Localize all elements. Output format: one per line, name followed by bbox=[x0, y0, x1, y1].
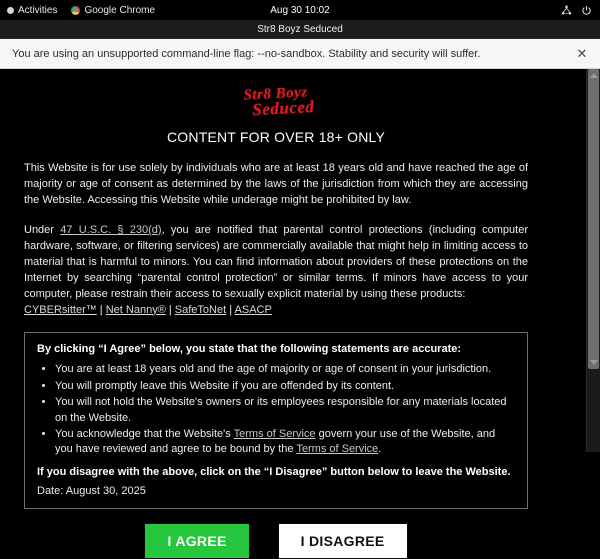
bullet4-pre: You acknowledge that the Website's bbox=[55, 428, 234, 440]
activities-button[interactable] bbox=[7, 5, 57, 16]
agreement-bullet-list bbox=[37, 362, 515, 457]
parental-paragraph-pre: Under bbox=[24, 223, 61, 236]
list-item: • You are at least 18 years old and the age of majority or age of consent in your jurisdiction. bbox=[55, 362, 515, 377]
page-scrollbar[interactable] bbox=[586, 69, 600, 452]
date-stamp: Date: August 30, 2025 bbox=[37, 484, 146, 497]
age-requirement-paragraph: This Website is for use solely by individuals who are at least 18 years old and have reached the age of majority or age of consent as determined by the laws of the jurisdiction from which they are accessing the Website. Accessing this Website while underage might be prohibited by law. bbox=[24, 162, 528, 206]
site-logo bbox=[24, 84, 528, 120]
top-bar-left bbox=[0, 5, 155, 16]
list-item-terms bbox=[55, 427, 515, 458]
power-icon[interactable] bbox=[581, 5, 592, 16]
terms-of-service-link[interactable]: Terms of Service bbox=[233, 428, 316, 440]
chrome-icon bbox=[71, 6, 80, 15]
age-gate-buttons bbox=[24, 523, 528, 559]
logo-line-1: Str8 Boyz bbox=[243, 84, 309, 104]
safetonet-link[interactable]: SafeToNet bbox=[174, 303, 227, 316]
site-logo-text bbox=[237, 85, 315, 119]
chevron-up-icon[interactable] bbox=[590, 73, 598, 78]
terms-of-service-link-2[interactable]: Terms of Service bbox=[296, 443, 379, 456]
infobar-message: You are using an unsupported command-line flag: --no-sandbox. Stability and security will suffer. bbox=[12, 47, 481, 60]
agreement-box bbox=[24, 332, 528, 508]
scrollbar-thumb[interactable] bbox=[588, 69, 599, 369]
age-gate-container bbox=[0, 69, 552, 559]
parental-paragraph-post: , you are notified that parental control protections (including computer hardware, software, or filtering services) are commercially available that might help in limiting access to material that is harmful to minors. You can find information about providers of these protections on the Internet by searching “parental control protection” or similar terms. If minors have access to your computer, please restrain their access to sexually explicit material by using these products: bbox=[24, 223, 528, 300]
system-clock[interactable]: Aug 30 10:02 bbox=[270, 4, 330, 16]
asacp-link[interactable]: ASACP bbox=[234, 303, 272, 316]
agree-button[interactable]: I AGREE bbox=[144, 523, 249, 559]
list-item: • You will promptly leave this Website if you are offended by its content. bbox=[55, 379, 515, 394]
activities-label: Activities bbox=[18, 4, 58, 16]
chevron-down-icon[interactable] bbox=[590, 360, 598, 365]
net-nanny-link[interactable]: Net Nanny® bbox=[105, 303, 166, 316]
filter-product-links: CYBERsitter™ | Net Nanny® | SafeToNet | ASACP bbox=[24, 303, 272, 316]
disagree-button[interactable]: I DISAGREE bbox=[278, 523, 408, 559]
top-bar-right bbox=[561, 5, 600, 16]
app-menu-button[interactable] bbox=[71, 5, 155, 16]
browser-window-title: Str8 Boyz Seduced bbox=[0, 20, 600, 39]
list-item: • You will not hold the Website's owners or its employees responsible for any materials located on the Website. bbox=[55, 395, 515, 426]
usc-statute-link[interactable]: 47 U.S.C. § 230(d) bbox=[60, 223, 162, 236]
bullet4-mid: govern your use of the Website, and you have reviewed and agree to be bound by the bbox=[55, 428, 496, 456]
disagree-instruction: If you disagree with the above, click on the “I Disagree” button below to leave the Website. bbox=[37, 465, 511, 478]
parental-controls-paragraph bbox=[24, 223, 528, 319]
system-top-bar bbox=[0, 0, 600, 20]
logo-line-2: Seduced bbox=[251, 97, 315, 120]
bullet4-post: . bbox=[378, 443, 382, 456]
app-menu-label: Google Chrome bbox=[84, 4, 156, 16]
network-icon[interactable] bbox=[561, 5, 572, 16]
close-icon[interactable]: ✕ bbox=[576, 45, 588, 61]
agreement-intro: By clicking “I Agree” below, you state that the following statements are accurate: bbox=[37, 343, 462, 356]
cybersitter-link[interactable]: CYBERsitter™ bbox=[24, 303, 97, 316]
page-title: CONTENT FOR OVER 18+ ONLY bbox=[166, 129, 386, 145]
command-line-flag-infobar bbox=[0, 39, 600, 69]
page-content bbox=[0, 69, 600, 549]
activities-dot-icon bbox=[7, 7, 14, 14]
